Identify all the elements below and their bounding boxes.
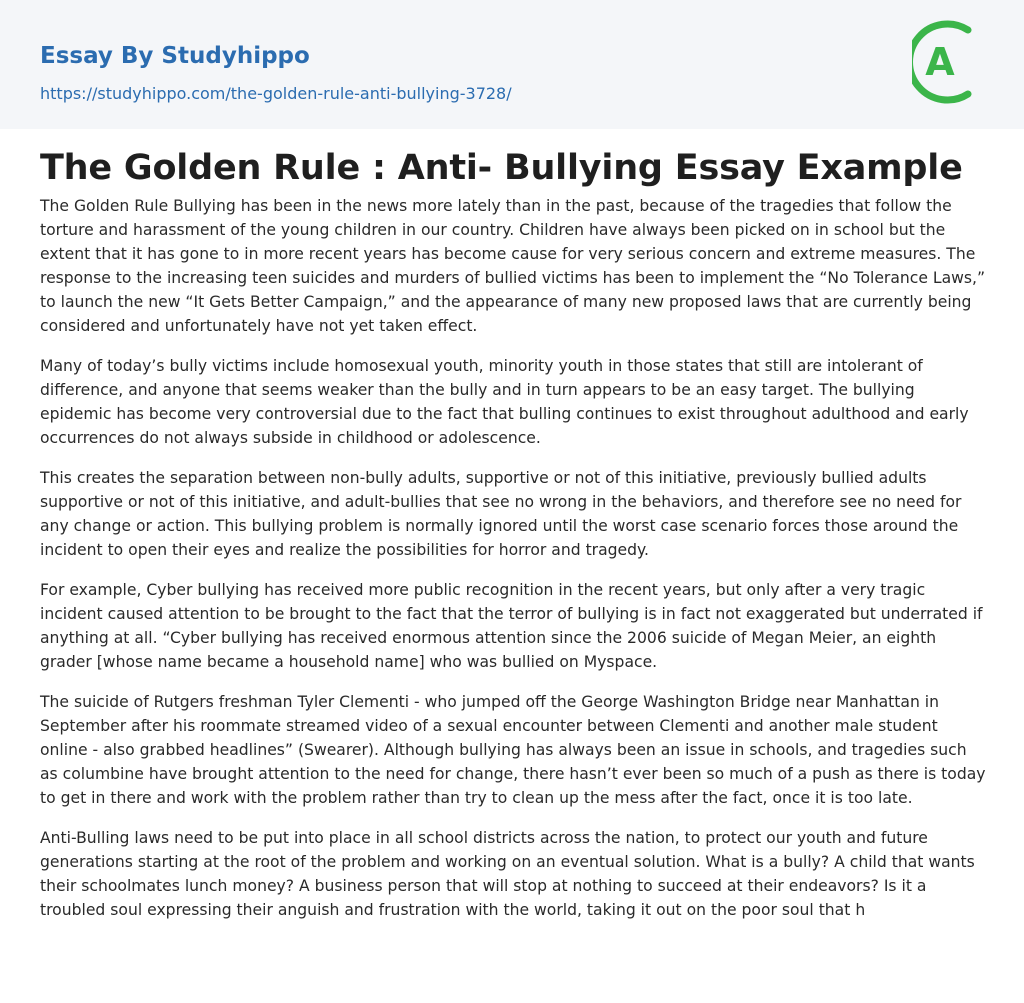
essay-title: The Golden Rule : Anti- Bullying Essay Example — [40, 148, 963, 188]
essay-paragraph: This creates the separation between non-bully adults, supportive or not of this initiative, previously bullied adults supportive or not of this initiative, and adult-bullies that see no wrong in the behaviors, and therefore see no need for any change or action. This bullying problem is normally ignored until the worst case scenario forces those around the incident to open their eyes and realize the possibilities for horror and tragedy. — [40, 469, 962, 559]
essay-paragraph: Anti-Bulling laws need to be put into place in all school districts across the nation, to protect our youth and future generations starting at the root of the problem and working on an eventual solution. What is a bully? A child that wants their schoolmates lunch money? A business person that will stop at nothing to succeed at their endeavors? Is it a troubled soul expressing their anguish and frustration with the world, taking it out on the poor soul that h — [40, 829, 975, 919]
essay-body — [40, 194, 986, 938]
essay-paragraph: The suicide of Rutgers freshman Tyler Clementi - who jumped off the George Washington Bridge near Manhattan in September after his roommate streamed video of a sexual encounter between Clementi and another male student online - also grabbed headlines” (Swearer). Although bullying has always been an issue in schools, and tragedies such as columbine have brought attention to the need for change, there hasn’t ever been so much of a push as there is today to get in there and work with the problem rather than try to clean up the mess after the fact, once it is too late. — [40, 693, 986, 807]
essay-paragraph: For example, Cyber bullying has received more public recognition in the recent years, but only after a very tragic incident caused attention to be brought to the fact that the terror of bullying is in fact not exaggerated but underrated if anything at all. “Cyber bullying has received enormous attention since the 2006 suicide of Megan Meier, an eighth grader [whose name became a household name] who was bullied on Myspace. — [40, 581, 983, 671]
essay-paragraph: The Golden Rule Bullying has been in the news more lately than in the past, because of the tragedies that follow the torture and harassment of the young children in our country. Children have always been picked on in school but the extent that it has gone to in more recent years has become cause for very serious concern and extreme measures. The response to the increasing teen suicides and murders of bullied victims has been to implement the “No Tolerance Laws,” to launch the new “It Gets Better Campaign,” and the appearance of many new proposed laws that are currently being considered and unfortunately have not yet taken effect. — [40, 197, 986, 335]
essay-url-link[interactable]: https://studyhippo.com/the-golden-rule-anti-bullying-3728/ — [40, 84, 512, 103]
svg-text:A: A — [925, 40, 955, 84]
essay-paragraph: Many of today’s bully victims include homosexual youth, minority youth in those states that still are intolerant of difference, and anyone that seems weaker than the bully and in turn appears to be an easy target. The bullying epidemic has become very controversial due to the fact that bulling continues to exist throughout adulthood and early occurrences do not always subside in childhood or adolescence. — [40, 357, 969, 447]
brand-title[interactable]: Essay By Studyhippo — [40, 43, 310, 69]
